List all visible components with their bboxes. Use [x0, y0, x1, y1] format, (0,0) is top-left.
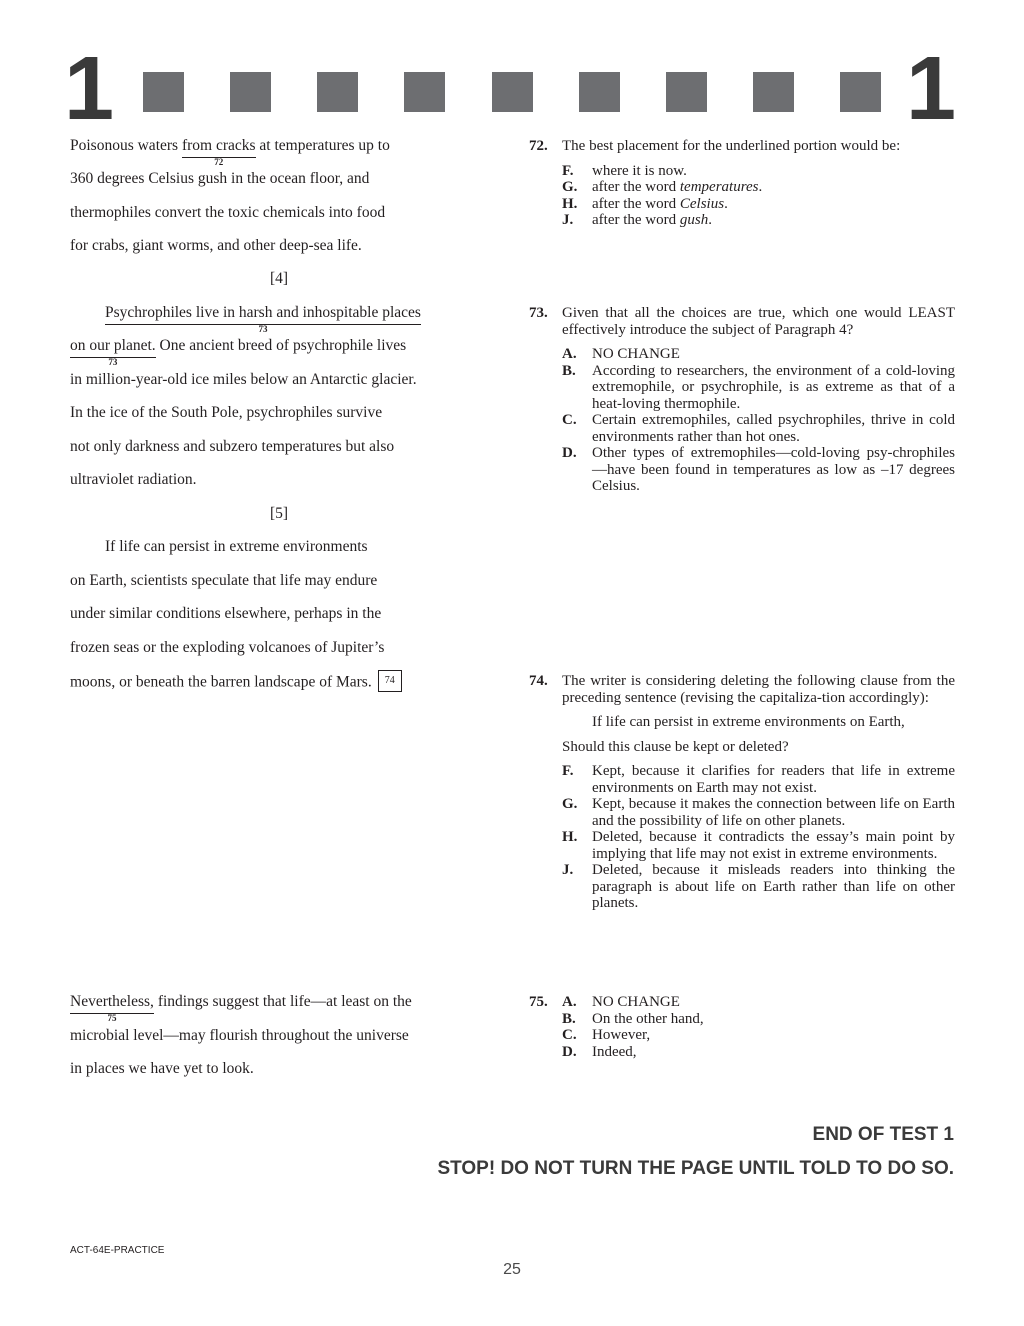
choice-letter: G.: [562, 179, 578, 195]
passage-line: in million-year-old ice miles below an Antarctic glacier.: [70, 371, 417, 388]
passage-line: 360 degrees Celsius gush in the ocean floor, and: [70, 170, 370, 187]
header-square: [230, 72, 271, 112]
question-74: [529, 673, 955, 912]
answer-choice-d[interactable]: [562, 1044, 955, 1061]
header-section-number-left: 1: [64, 39, 115, 139]
passage-line: in places we have yet to look.: [70, 1060, 254, 1077]
choice-text: Kept, because it clarifies for readers that life in extreme environments on Earth may not exist.: [592, 763, 955, 796]
passage-line: [70, 993, 412, 1023]
answer-choice-a[interactable]: [562, 994, 955, 1011]
choice-text: On the other hand,: [592, 1010, 704, 1027]
answer-choice-f[interactable]: [562, 763, 955, 796]
quoted-clause: If life can persist in extreme environments on Earth,: [592, 714, 905, 730]
passage-line: on Earth, scientists speculate that life may endure: [70, 572, 378, 589]
underlined-portion-75[interactable]: [70, 993, 154, 1023]
choice-text: According to researchers, the environment of a cold-loving extremophile, or psychrophile, is as extreme as that of a heat-loving thermophile.: [592, 362, 955, 412]
answer-choice-j[interactable]: [562, 212, 955, 229]
choice-text: Indeed,: [592, 1043, 637, 1060]
answer-choice-c[interactable]: [562, 412, 955, 445]
question-box-74[interactable]: 74: [378, 670, 402, 692]
choice-letter: G.: [562, 796, 578, 812]
question-number: 72.: [529, 138, 548, 154]
passage-line: If life can persist in extreme environments: [105, 538, 368, 555]
question-stem: The best placement for the underlined portion would be:: [562, 138, 901, 154]
answer-choice-f[interactable]: [562, 163, 955, 180]
header-square: [579, 72, 620, 112]
passage-line: not only darkness and subzero temperatures but also: [70, 438, 395, 455]
passage-line: thermophiles convert the toxic chemicals into food: [70, 204, 386, 221]
passage-text: Poisonous waters: [70, 137, 182, 154]
choice-text: NO CHANGE: [592, 346, 680, 362]
passage-text: at temperatures up to: [255, 137, 390, 154]
choice-text: Kept, because it makes the connection between life on Earth and the possibility of life on other planets.: [592, 796, 955, 829]
passage-line: for crabs, giant worms, and other deep-sea life.: [70, 237, 362, 254]
passage-line: ultraviolet radiation.: [70, 471, 197, 488]
underlined-text: on our planet.: [70, 337, 156, 354]
choice-text: Deleted, because it misleads readers into thinking the paragraph is about life on Earth rather than life on other planets.: [592, 862, 955, 911]
passage-line: [70, 337, 407, 367]
header-square: [666, 72, 707, 112]
question-number: 75.: [529, 994, 548, 1010]
underlined-portion-73[interactable]: [70, 337, 156, 367]
form-code: ACT-64E-PRACTICE: [70, 1245, 165, 1256]
choice-italic-word: Celsius: [679, 195, 725, 212]
paragraph-label-4: [4]: [270, 270, 289, 287]
choice-letter: B.: [562, 1010, 576, 1027]
question-ref-73: 73: [108, 356, 118, 367]
choice-letter: H.: [562, 195, 578, 212]
question-number: 73.: [529, 305, 548, 321]
choice-text: .: [758, 179, 763, 195]
choice-text: after the word: [592, 195, 680, 212]
answer-choice-b[interactable]: [562, 363, 955, 413]
passage-line: frozen seas or the exploding volcanoes of Jupiter’s: [70, 639, 385, 656]
choice-letter: H.: [562, 829, 578, 845]
choice-text: Certain extremophiles, called psychrophiles, thrive in cold environments rather than hot ones.: [592, 412, 955, 445]
choice-letter: J.: [562, 862, 574, 878]
passage-text: One ancient breed of psychrophile lives: [155, 337, 407, 354]
answer-choice-d[interactable]: [562, 445, 955, 495]
question-ref-75: 75: [107, 1012, 117, 1023]
choice-text: after the word: [592, 212, 680, 228]
answer-choice-g[interactable]: [562, 179, 955, 196]
question-ref-72: 72: [214, 156, 224, 167]
question-72: [529, 138, 955, 229]
paragraph-label-5: [5]: [270, 505, 289, 522]
question-number: 74.: [529, 673, 548, 689]
header-square: [492, 72, 533, 112]
header-section-number-right: 1: [906, 39, 957, 139]
choice-text: Other types of extremophiles—cold-loving psy-chrophiles—have been found in temperatures as low as –17 degrees Celsius.: [592, 445, 955, 494]
underlined-text: from cracks: [181, 137, 256, 154]
choice-letter: C.: [562, 1027, 577, 1043]
passage-text: moons, or beneath the barren landscape of Mars.: [70, 673, 372, 691]
header-square: [143, 72, 184, 112]
answer-choice-h[interactable]: [562, 196, 955, 213]
choice-text: where it is now.: [592, 162, 687, 179]
choice-letter: F.: [562, 162, 574, 179]
underlined-portion-73[interactable]: [105, 304, 421, 334]
header-square-bar: [143, 72, 881, 112]
question-prompt: Should this clause be kept or deleted?: [562, 738, 789, 755]
question-stem: The writer is considering deleting the following clause from the preceding sentence (revising the capitaliza-tion accordingly):: [562, 673, 955, 706]
question-stem: Given that all the choices are true, which one would LEAST effectively introduce the subject of Paragraph 4?: [562, 305, 955, 338]
passage-line: [70, 672, 402, 694]
choice-text: after the word: [592, 179, 680, 195]
passage-text: findings suggest that life—at least on the: [153, 993, 412, 1010]
choice-letter: D.: [562, 1043, 577, 1060]
answer-choice-g[interactable]: [562, 796, 955, 829]
underlined-text: Nevertheless,: [70, 993, 154, 1010]
answer-choice-j[interactable]: [562, 862, 955, 912]
underlined-portion-72[interactable]: [181, 137, 256, 167]
choice-letter: J.: [562, 212, 574, 228]
header-square: [840, 72, 881, 112]
question-73: [529, 305, 955, 495]
header-square: [317, 72, 358, 112]
answer-choice-b[interactable]: [562, 1011, 955, 1028]
passage-line: [105, 304, 421, 334]
passage-line: under similar conditions elsewhere, perhaps in the: [70, 605, 382, 622]
header-square: [404, 72, 445, 112]
end-of-test-heading: END OF TEST 1: [812, 1124, 954, 1145]
choice-italic-word: gush: [679, 212, 709, 228]
choice-letter: C.: [562, 412, 577, 428]
choice-text: However,: [592, 1027, 651, 1043]
answer-choice-a[interactable]: [562, 346, 955, 363]
page-number: 25: [503, 1261, 521, 1278]
question-75: [529, 994, 955, 1060]
question-ref-73: 73: [258, 323, 268, 334]
passage-line: microbial level—may flourish throughout the universe: [70, 1027, 409, 1044]
answer-choice-h[interactable]: [562, 829, 955, 862]
underlined-text: Psychrophiles live in harsh and inhospitable places: [105, 304, 421, 321]
choice-letter: A.: [562, 346, 577, 362]
stop-instruction: STOP! DO NOT TURN THE PAGE UNTIL TOLD TO DO SO.: [437, 1158, 954, 1179]
choice-letter: A.: [562, 994, 577, 1010]
choice-italic-word: temperatures: [679, 179, 759, 195]
choice-text: .: [708, 212, 712, 228]
choice-text: NO CHANGE: [592, 994, 680, 1010]
choice-letter: F.: [562, 763, 574, 779]
answer-choice-c[interactable]: [562, 1027, 955, 1044]
passage-line: In the ice of the South Pole, psychrophiles survive: [70, 404, 383, 421]
choice-text: .: [724, 195, 728, 212]
choice-letter: B.: [562, 362, 576, 379]
choice-letter: D.: [562, 445, 577, 461]
header-square: [753, 72, 794, 112]
passage-line: [70, 137, 390, 167]
choice-text: Deleted, because it contradicts the essay’s main point by implying that life may not exist in extreme environments.: [592, 829, 955, 862]
